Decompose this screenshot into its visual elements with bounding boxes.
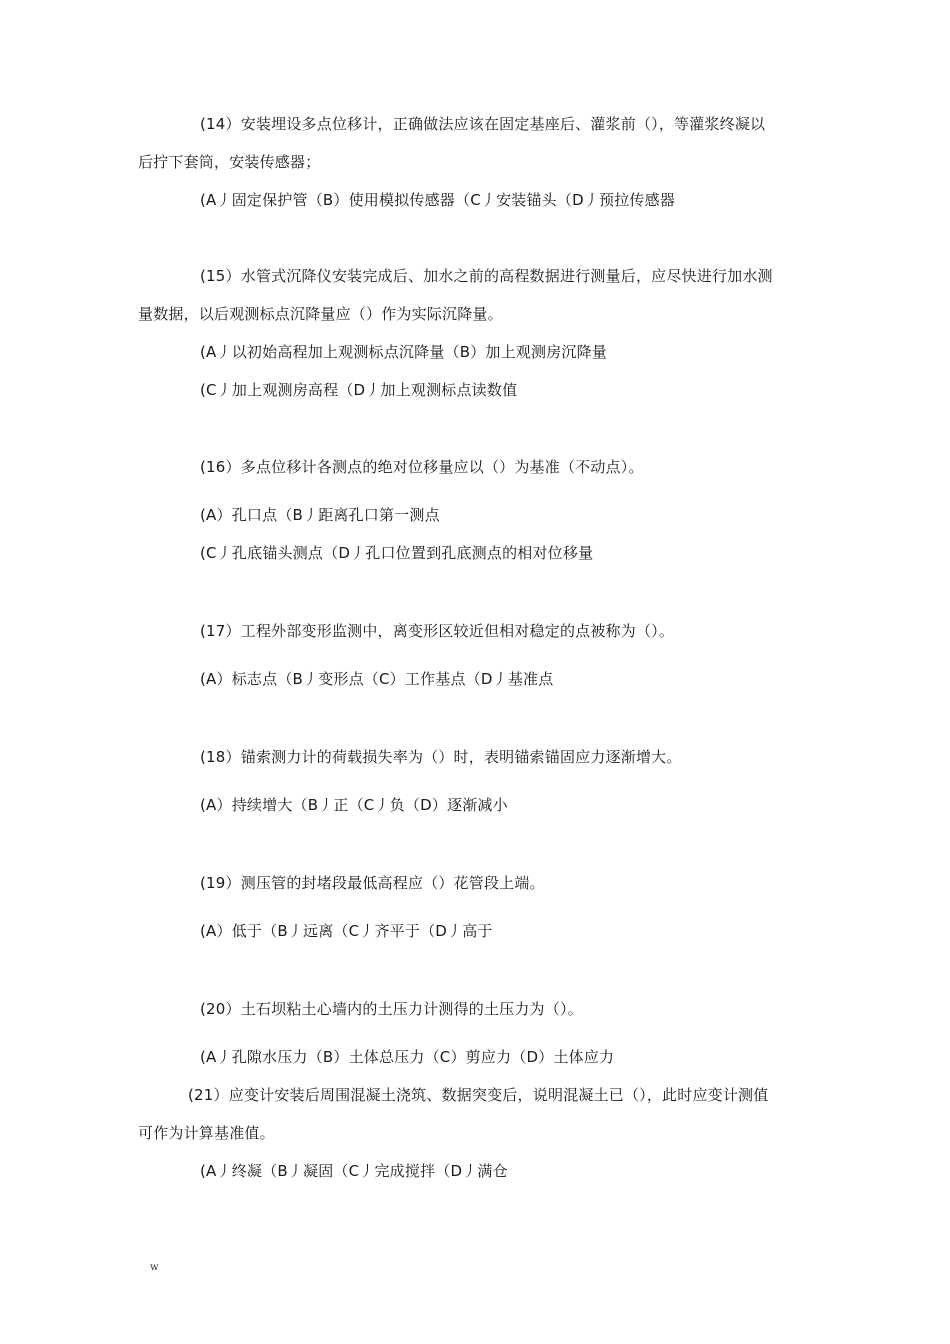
question-21-text-cont: 可作为计算基准值。 <box>138 1124 275 1142</box>
question-15-text: (15）水管式沉降仪安装完成后、加水之前的高程数据进行测量后，应尽快进行加水测 <box>200 267 773 285</box>
question-15-options-c-d: (C丿加上观测房高程（D丿加上观测标点读数值 <box>200 381 518 399</box>
question-20-text: (20）土石坝粘土心墙内的土压力计测得的土压力为（）。 <box>200 1000 583 1018</box>
question-18-text: (18）锚索测力计的荷载损失率为（）时，表明锚索锚固应力逐渐增大。 <box>200 748 682 766</box>
question-16-options-c-d: (C丿孔底锚头测点（D丿孔口位置到孔底测点的相对位移量 <box>200 544 594 562</box>
question-14-options: (A丿固定保护管（B）使用模拟传感器（C丿安装锚头（D丿预拉传感器 <box>200 191 676 209</box>
question-17-options: (A）标志点（B丿变形点（C）工作基点（D丿基准点 <box>200 670 554 688</box>
question-19-text: (19）测压管的封堵段最低高程应（）花管段上端。 <box>200 874 545 892</box>
question-16-options-a-b: (A）孔口点（B丿距离孔口第一测点 <box>200 506 440 524</box>
question-18-options: (A）持续增大（B丿正（C丿负（D）逐渐减小 <box>200 796 508 814</box>
question-16-text: (16）多点位移计各测点的绝对位移量应以（）为基准（不动点）。 <box>200 458 644 476</box>
question-15-options-a-b: (A丿以初始高程加上观测标点沉降量（B）加上观测房沉降量 <box>200 343 608 361</box>
question-15-text-cont: 量数据，以后观测标点沉降量应（）作为实际沉降量。 <box>138 305 503 323</box>
page-footer-mark: w <box>150 1262 159 1273</box>
question-19-options: (A）低于（B丿远离（C丿齐平于（D丿高于 <box>200 922 493 940</box>
question-14-text-cont: 后拧下套筒，安装传感器； <box>138 153 321 171</box>
question-21-options: (A丿终凝（B丿凝固（C丿完成搅拌（D丿满仓 <box>200 1162 508 1180</box>
question-20-options: (A丿孔隙水压力（B）土体总压力（C）剪应力（D）土体应力 <box>200 1048 615 1066</box>
question-14-text: (14）安装埋设多点位移计，正确做法应该在固定基座后、灌浆前（），等灌浆终凝以 <box>200 115 766 133</box>
question-21-text: (21）应变计安装后周围混凝土浇筑、数据突变后，说明混凝土已（），此时应变计测值 <box>188 1086 769 1104</box>
question-17-text: (17）工程外部变形监测中，离变形区较近但相对稳定的点被称为（）。 <box>200 622 675 640</box>
